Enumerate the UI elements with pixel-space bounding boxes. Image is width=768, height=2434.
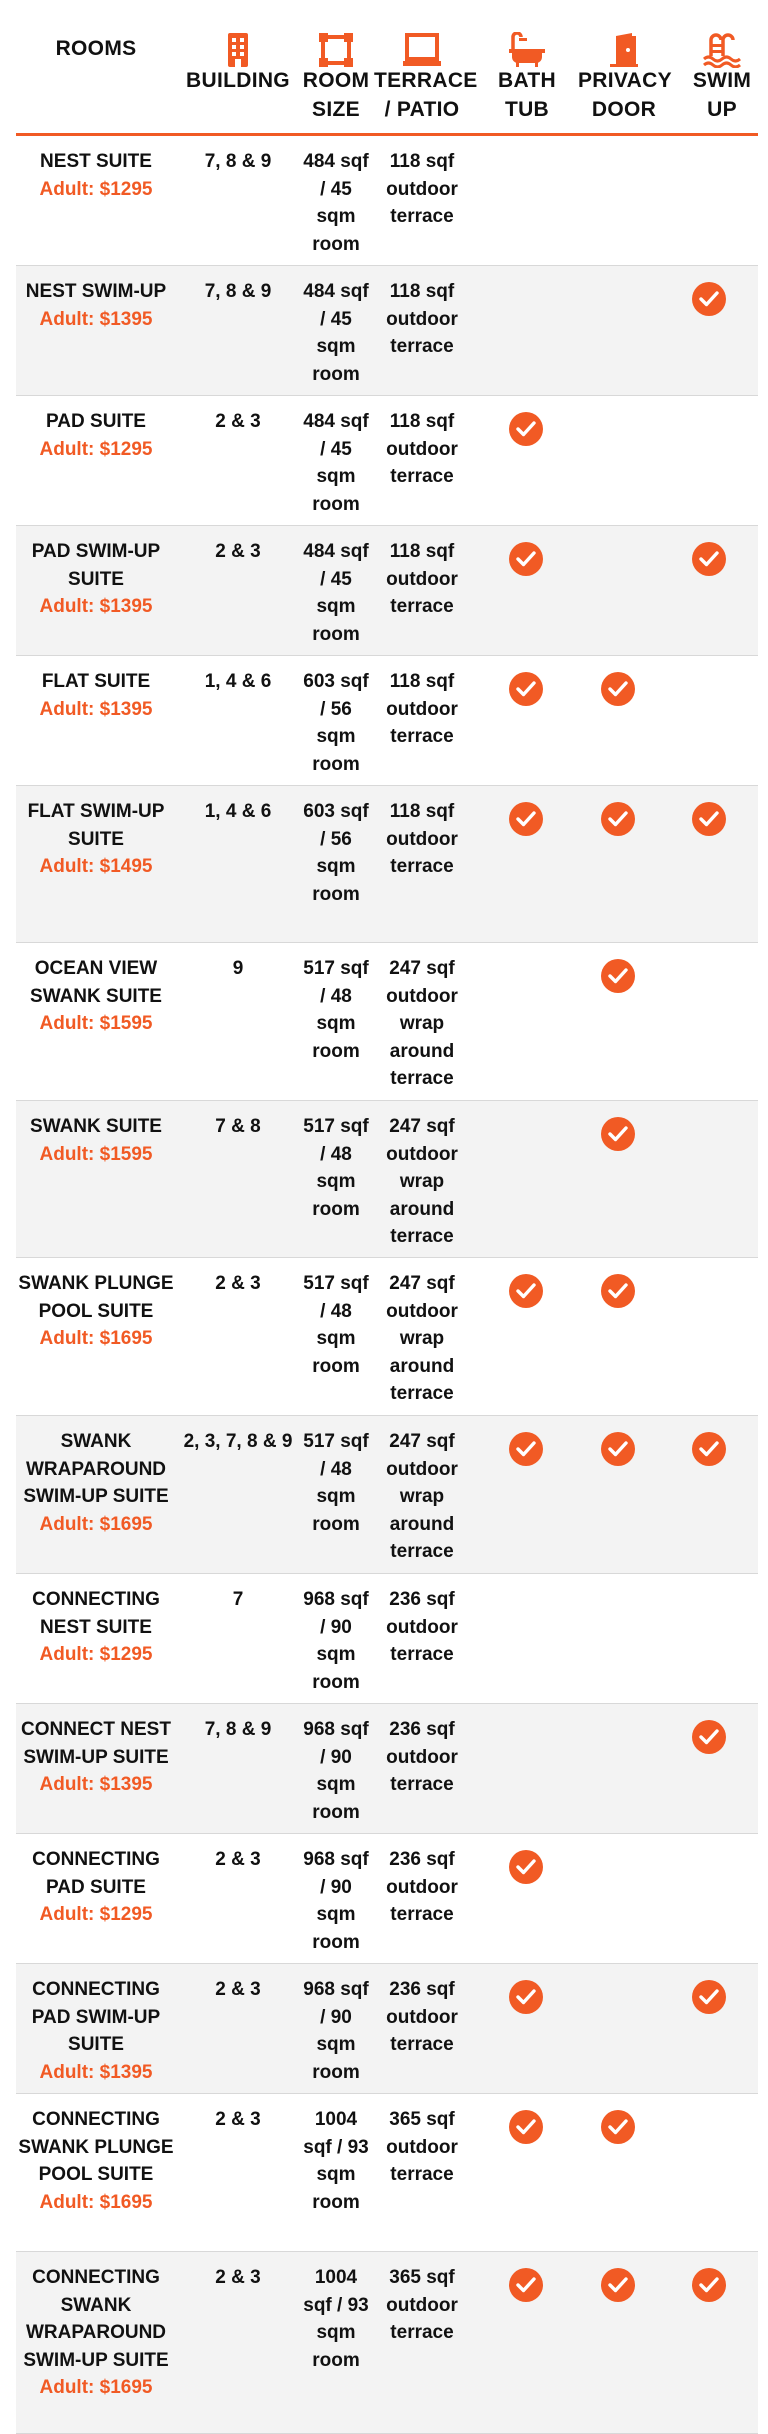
room-size-cell: 1004 sqf / 93 sqm room <box>303 2267 369 2371</box>
table-row <box>16 786 758 943</box>
table-row <box>16 943 758 1101</box>
room-name: SWANK PLUNGE POOL SUITE <box>18 1273 174 1322</box>
terrace-cell: 118 sqf outdoor terrace <box>386 151 458 227</box>
room-price: Adult: $1495 <box>39 856 153 877</box>
bath-tub-check-icon <box>509 802 543 836</box>
privacy-door-check-icon <box>601 2110 635 2144</box>
room-name: CONNECTING NEST SUITE <box>32 1589 160 1638</box>
building-cell: 2 & 3 <box>215 1979 261 2000</box>
header-room-size <box>298 0 374 133</box>
bath-tub-check-icon <box>509 2110 543 2144</box>
bath-tub-check-icon <box>509 1850 543 1884</box>
building-cell: 2 & 3 <box>215 2267 261 2288</box>
privacy-door-check-icon <box>601 1117 635 1151</box>
header-rooms <box>16 0 176 133</box>
privacy-door-check-icon <box>601 959 635 993</box>
bath-tub-check-icon <box>509 1274 543 1308</box>
room-size-cell: 517 sqf / 48 sqm room <box>303 1431 369 1535</box>
table-row <box>16 1574 758 1704</box>
room-cell <box>16 1270 176 1353</box>
swim-up-check-icon <box>692 282 726 316</box>
room-price: Adult: $1295 <box>39 178 153 200</box>
privacy-door-check-icon <box>601 1274 635 1308</box>
building-cell: 1, 4 & 6 <box>204 671 272 692</box>
room-cell <box>16 668 176 723</box>
bath-tub-check-icon <box>509 1432 543 1466</box>
room-name: CONNECTING SWANK WRAPAROUND SWIM-UP SUITE <box>23 2267 169 2371</box>
table-row <box>16 526 758 656</box>
room-name: NEST SUITE <box>40 151 152 172</box>
table-row <box>16 1704 758 1834</box>
room-name: CONNECT NEST SWIM-UP SUITE <box>21 1719 171 1768</box>
room-price: Adult: $1695 <box>39 1328 153 1349</box>
header-bath-tub <box>492 0 562 133</box>
header-building-label: BUILDING <box>186 69 290 92</box>
bathtub-icon <box>507 32 547 68</box>
table-row <box>16 1416 758 1574</box>
building-cell: 2 & 3 <box>215 411 261 432</box>
terrace-cell: 247 sqf outdoor wrap around terrace <box>386 1431 458 1562</box>
room-name: FLAT SUITE <box>41 671 151 692</box>
room-size-cell: 517 sqf / 48 sqm room <box>303 1273 369 1377</box>
building-cell: 7 & 8 <box>215 1116 261 1137</box>
terrace-cell: 365 sqf outdoor terrace <box>386 2109 458 2185</box>
room-size-cell: 484 sqf / 45 sqm room <box>303 281 369 385</box>
swim-up-check-icon <box>692 1980 726 2014</box>
room-cell <box>16 1428 176 1538</box>
building-cell: 2 & 3 <box>215 1849 261 1870</box>
swim-up-check-icon <box>692 1432 726 1466</box>
terrace-cell: 247 sqf outdoor wrap around terrace <box>386 958 458 1089</box>
terrace-cell: 118 sqf outdoor terrace <box>386 541 458 617</box>
room-cell <box>16 1586 176 1669</box>
header-rooms-label: ROOMS <box>55 37 137 60</box>
terrace-cell: 247 sqf outdoor wrap around terrace <box>386 1273 458 1404</box>
bath-tub-check-icon <box>509 1980 543 2014</box>
room-size-cell: 968 sqf / 90 sqm room <box>303 1589 369 1693</box>
privacy-door-check-icon <box>601 2268 635 2302</box>
terrace-icon <box>402 32 442 68</box>
header-terrace-label: TERRACE / PATIO <box>374 69 478 121</box>
room-size-cell: 517 sqf / 48 sqm room <box>303 958 369 1062</box>
room-name: SWANK SUITE <box>30 1116 162 1137</box>
header-building <box>178 0 298 133</box>
building-cell: 7, 8 & 9 <box>204 281 272 302</box>
swim-up-check-icon <box>692 2268 726 2302</box>
table-row <box>16 1258 758 1416</box>
room-cell <box>16 408 176 463</box>
room-price: Adult: $1395 <box>39 596 153 617</box>
room-size-icon <box>316 32 356 68</box>
building-cell: 2, 3, 7, 8 & 9 <box>183 1431 293 1452</box>
door-icon <box>604 32 644 68</box>
swim-up-check-icon <box>692 542 726 576</box>
building-cell: 7 <box>232 1589 244 1610</box>
table-row <box>16 266 758 396</box>
terrace-cell: 236 sqf outdoor terrace <box>386 1979 458 2055</box>
room-price: Adult: $1295 <box>39 1644 153 1665</box>
terrace-cell: 236 sqf outdoor terrace <box>386 1719 458 1795</box>
room-price: Adult: $1395 <box>39 698 153 720</box>
building-cell: 2 & 3 <box>215 1273 261 1294</box>
header-bath-tub-label: BATH TUB <box>498 69 556 121</box>
room-size-cell: 484 sqf / 45 sqm room <box>303 151 369 255</box>
room-cell <box>16 2106 176 2216</box>
swim-up-check-icon <box>692 802 726 836</box>
room-price: Adult: $1595 <box>39 1143 153 1165</box>
header-swim-up-label: SWIM UP <box>692 69 752 121</box>
building-cell: 1, 4 & 6 <box>204 801 272 822</box>
room-size-cell: 968 sqf / 90 sqm room <box>303 1719 369 1823</box>
room-price: Adult: $1595 <box>39 1013 153 1034</box>
table-row <box>16 136 758 266</box>
room-cell <box>16 1113 176 1168</box>
terrace-cell: 118 sqf outdoor terrace <box>386 801 458 877</box>
room-name: CONNECTING SWANK PLUNGE POOL SUITE <box>18 2109 174 2185</box>
room-price: Adult: $1695 <box>39 2191 153 2213</box>
terrace-cell: 118 sqf outdoor terrace <box>386 281 458 357</box>
bath-tub-check-icon <box>509 542 543 576</box>
building-cell: 2 & 3 <box>215 541 261 562</box>
table-row <box>16 1834 758 1964</box>
table-row <box>16 2252 758 2434</box>
bath-tub-check-icon <box>509 672 543 706</box>
room-size-cell: 968 sqf / 90 sqm room <box>303 1979 369 2083</box>
table-row <box>16 396 758 526</box>
header-room-size-text: ROOM SIZE <box>302 69 370 121</box>
privacy-door-check-icon <box>601 1432 635 1466</box>
room-price: Adult: $1695 <box>39 1513 153 1535</box>
room-size-cell: 484 sqf / 45 sqm room <box>303 411 369 515</box>
room-cell <box>16 148 176 203</box>
bath-tub-check-icon <box>509 2268 543 2302</box>
room-cell <box>16 955 176 1038</box>
room-price: Adult: $1395 <box>39 1774 153 1795</box>
room-name: CONNECTING PAD SUITE <box>32 1849 160 1898</box>
room-cell <box>16 538 176 621</box>
room-name: FLAT SWIM-UP SUITE <box>27 801 165 850</box>
room-price: Adult: $1395 <box>39 308 153 330</box>
header-swim-up <box>686 0 758 133</box>
header-terrace <box>374 0 478 133</box>
table-row <box>16 1964 758 2094</box>
pool-ladder-icon <box>702 32 742 68</box>
room-price: Adult: $1295 <box>39 1904 153 1925</box>
room-cell <box>16 1846 176 1929</box>
building-cell: 7, 8 & 9 <box>204 151 272 172</box>
terrace-cell: 118 sqf outdoor terrace <box>386 671 458 747</box>
room-size-cell: 603 sqf / 56 sqm room <box>303 671 369 775</box>
room-cell <box>16 798 176 881</box>
room-size-cell: 968 sqf / 90 sqm room <box>303 1849 369 1953</box>
room-cell <box>16 1716 176 1799</box>
room-cell <box>16 2264 176 2402</box>
room-cell <box>16 1976 176 2086</box>
room-price: Adult: $1395 <box>39 2061 153 2083</box>
room-name: SWANK WRAPAROUND SWIM-UP SUITE <box>23 1431 169 1507</box>
room-cell <box>16 278 176 333</box>
table-row <box>16 656 758 786</box>
building-cell: 2 & 3 <box>215 2109 261 2130</box>
swim-up-check-icon <box>692 1720 726 1754</box>
privacy-door-check-icon <box>601 802 635 836</box>
privacy-door-check-icon <box>601 672 635 706</box>
room-name: PAD SUITE <box>46 411 146 432</box>
room-name: PAD SWIM-UP SUITE <box>31 541 161 590</box>
terrace-cell: 247 sqf outdoor wrap around terrace <box>386 1116 458 1247</box>
table-header <box>16 0 758 136</box>
room-name: NEST SWIM-UP <box>25 281 167 302</box>
table-row <box>16 2094 758 2252</box>
terrace-cell: 365 sqf outdoor terrace <box>386 2267 458 2343</box>
terrace-cell: 236 sqf outdoor terrace <box>386 1589 458 1665</box>
room-name: CONNECTING PAD SWIM-UP SUITE <box>31 1979 161 2055</box>
table-body <box>16 136 758 2434</box>
room-size-cell: 603 sqf / 56 sqm room <box>303 801 369 905</box>
header-privacy-door-label: PRIVACY DOOR <box>578 69 672 121</box>
room-size-cell: 517 sqf / 48 sqm room <box>303 1116 369 1220</box>
building-icon <box>218 32 258 68</box>
room-comparison-table <box>16 0 758 2434</box>
table-row <box>16 1101 758 1258</box>
building-cell: 9 <box>232 958 244 979</box>
room-price: Adult: $1695 <box>39 2377 153 2398</box>
header-room-size-label <box>298 66 374 124</box>
terrace-cell: 118 sqf outdoor terrace <box>386 411 458 487</box>
room-size-cell: 484 sqf / 45 sqm room <box>303 541 369 645</box>
header-privacy-door <box>578 0 670 133</box>
bath-tub-check-icon <box>509 412 543 446</box>
building-cell: 7, 8 & 9 <box>204 1719 272 1740</box>
room-size-cell: 1004 sqf / 93 sqm room <box>303 2109 369 2213</box>
room-price: Adult: $1295 <box>39 438 153 460</box>
room-name: OCEAN VIEW SWANK SUITE <box>30 958 162 1007</box>
terrace-cell: 236 sqf outdoor terrace <box>386 1849 458 1925</box>
